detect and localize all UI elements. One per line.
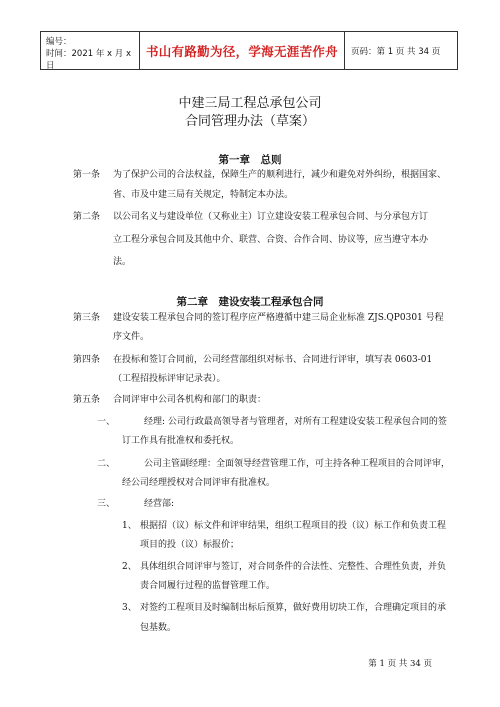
item-2-text: 公司主管副经理：全面领导经营管理工作，可主持各种工程项目的合同评审，: [144, 459, 451, 469]
article-4-label: 第四条: [73, 355, 101, 365]
article-4-text: （工程招投标评审记录表）。: [113, 374, 226, 384]
item-3-text: 经营部:: [144, 499, 175, 509]
code-label: 编号：: [46, 37, 72, 47]
header-meta: [41, 32, 140, 69]
item-3-number: 三、: [97, 499, 116, 509]
subitem-3-text: 对签约工程项目及时编制出标后预算，做好费用切块工作，合理确定项目的承: [140, 603, 447, 613]
article-1-text: 省、市及中建三局有关规定，特制定本办法。: [113, 190, 294, 200]
page-header: [40, 31, 458, 70]
doc-title-name: 合同管理办法（草案）: [184, 114, 315, 129]
subitem-1-number: 1、: [122, 521, 137, 531]
article-3-text: 序文件。: [113, 332, 150, 342]
header-motto: 书山有路勤为径，学海无涯苦作舟: [140, 32, 345, 69]
item-2-text: 经公司经理授权对合同评审有批准权。: [122, 478, 276, 488]
subitem-3-text: 包基数。: [140, 623, 177, 633]
article-4-text: 在投标和签订合同前，公司经营部组织对标书、合同进行评审，填写表 0603-01: [113, 355, 433, 365]
header-page-info: 页码：第 1 页 共 34 页: [351, 46, 441, 57]
subitem-2-text: 责合同履行过程的监督管理工作。: [140, 581, 276, 591]
item-1-text: 订工作具有批准权和委托权。: [122, 436, 240, 446]
article-2-text: 法。: [113, 257, 132, 267]
article-3-text: 建设安装工程承包合同的签订程序应严格遵循中建三局企业标准 ZJS.QP0301 号程: [113, 313, 444, 323]
article-2-text: 以公司名义与建设单位（又称业主）订立建设安装工程承包合同、与分承包方订: [113, 212, 429, 222]
item-1-text: 经理: 公司行政最高领导者与管理者，对所有工程建设安装工程承包合同的签: [144, 417, 447, 427]
chapter-1-heading: 第一章 总则: [218, 154, 282, 166]
subitem-2-text: 具体组织合同评审与签订，对合同条件的合法性、完整性、合理性负责，并负: [140, 562, 447, 572]
item-1-number: 一、: [97, 417, 116, 427]
article-5-label: 第五条: [73, 395, 101, 405]
article-3-label: 第三条: [73, 313, 101, 323]
subitem-3-number: 3、: [122, 603, 137, 613]
subitem-2-number: 2、: [122, 562, 137, 572]
time-label: 时间：2021 年 x 月 x 日: [46, 49, 132, 71]
subitem-1-text: 根据招（议）标文件和评审结果，组织工程项目的投（议）标工作和负责工程: [140, 521, 447, 531]
item-2-number: 二、: [97, 459, 116, 469]
article-2-label: 第二条: [73, 212, 101, 222]
subitem-1-text: 项目的投（议）标报价；: [140, 540, 240, 550]
article-2-text: 立工程分承包合同及其他中介、联营、合资、合作合同、协议等，应当遵守本办: [113, 235, 429, 245]
article-1-text: 为了保护公司的合法权益，保障生产的顺利进行，减少和避免对外纠纷，根据国家、: [113, 170, 447, 180]
chapter-2-heading: 第二章 建设安装工程承包合同: [176, 296, 324, 308]
article-1-label: 第一条: [73, 170, 101, 180]
doc-title-company: 中建三局工程总承包公司: [178, 96, 322, 111]
page-footer: 第 1 页 共 34 页: [368, 659, 432, 669]
article-5-text: 合同评审中公司各机构和部门的职责：: [113, 395, 267, 405]
